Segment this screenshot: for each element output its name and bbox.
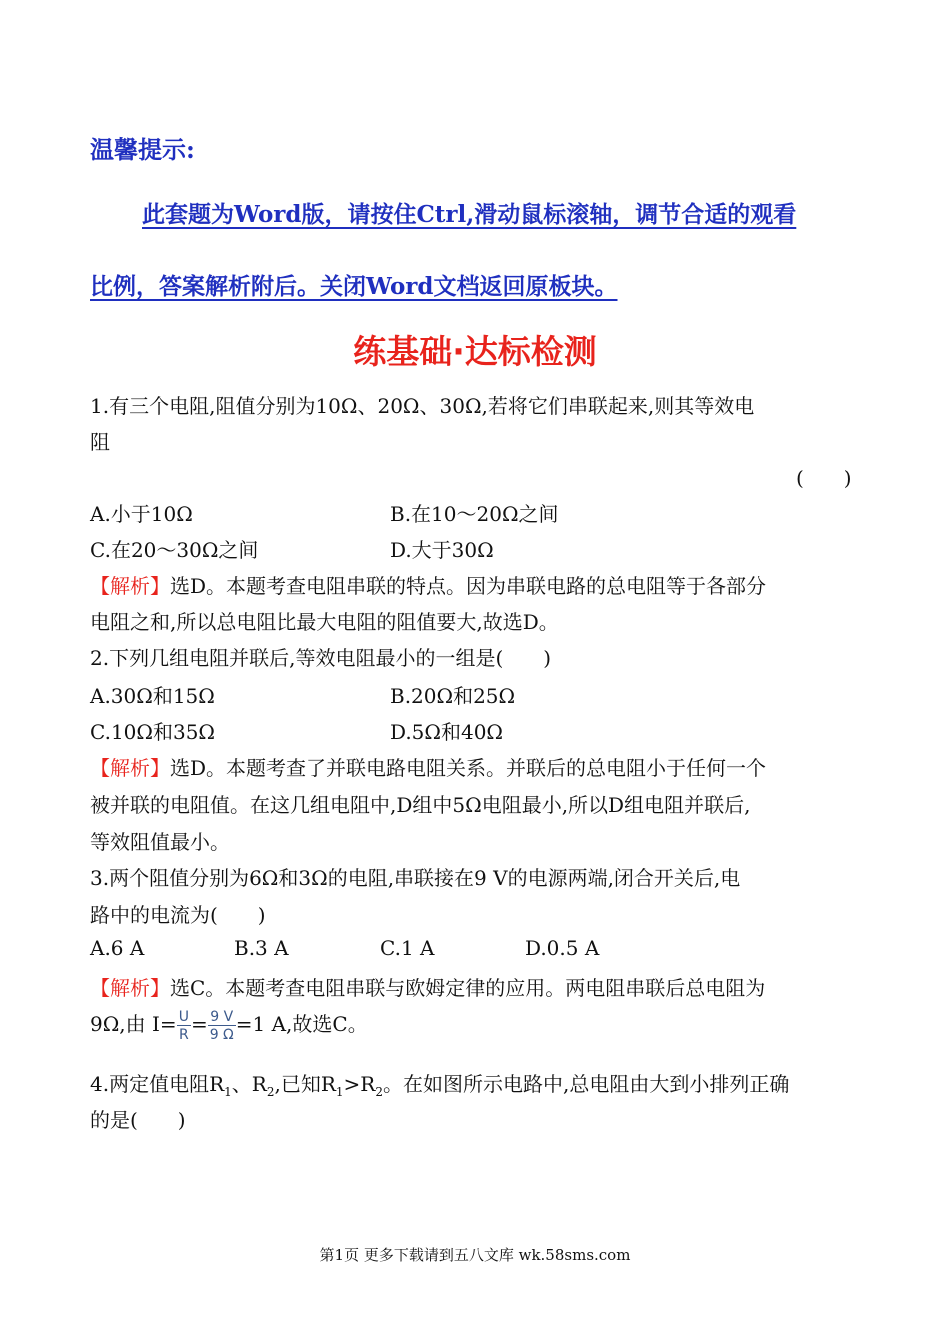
q2-option-b: B.20Ω和25Ω	[390, 684, 516, 708]
q3-fraction-9v: 9 V	[208, 1010, 236, 1026]
q4-stem-b: 、R	[231, 1072, 267, 1096]
q3-option-b: B.3 A	[234, 936, 289, 960]
q2-option-c: C.10Ω和35Ω	[90, 720, 216, 744]
q1-explanation-tag: 【解析】	[90, 574, 170, 598]
q4-stem-line2: 的是( )	[90, 1108, 186, 1132]
q4-stem-c: ,已知R	[274, 1072, 336, 1096]
q3-explanation-line2	[90, 1008, 368, 1042]
tip-line-2: 比例，答案解析附后。关闭Word文档返回原板块。	[90, 273, 618, 300]
q3-option-c: C.1 A	[380, 936, 435, 960]
q1-explanation-line1	[90, 570, 766, 599]
q1-explanation-text1: 选D。本题考查电阻串联的特点。因为串联电路的总电阻等于各部分	[170, 574, 767, 598]
q2-explanation-text1: 选D。本题考查了并联电路电阻关系。并联后的总电阻小于任何一个	[170, 756, 767, 780]
q3-explanation-text1: 选C。本题考查电阻串联与欧姆定律的应用。两电阻串联后总电阻为	[170, 976, 766, 1000]
q3-fraction-9ohm: 9 Ω	[209, 1026, 234, 1043]
q4-sub-1: 1	[224, 1085, 232, 1099]
q1-option-b: B.在10～20Ω之间	[390, 502, 559, 526]
q1-option-d: D.大于30Ω	[390, 538, 494, 562]
q3-stem-line1: 3.两个阻值分别为6Ω和3Ω的电阻,串联接在9 V的电源两端,闭合开关后,电	[90, 866, 741, 890]
q1-stem-line1: 1.有三个电阻,阻值分别为10Ω、20Ω、30Ω,若将它们串联起来,则其等效电	[90, 394, 755, 418]
q3-explanation-line1	[90, 972, 765, 1001]
q3-stem-line2: 路中的电流为( )	[90, 903, 266, 927]
q2-option-d: D.5Ω和40Ω	[390, 720, 504, 744]
q2-explanation-tag: 【解析】	[90, 756, 170, 780]
section-title: 练基础·达标检测	[353, 332, 597, 371]
q4-stem-e: 。在如图所示电路中,总电阻由大到小排列正确	[383, 1072, 790, 1096]
q1-explanation-line2: 电阻之和,所以总电阻比最大电阻的阻值要大,故选D。	[90, 610, 559, 634]
q3-option-d: D.0.5 A	[525, 936, 600, 960]
q2-option-a: A.30Ω和15Ω	[90, 684, 215, 708]
q4-sub-4: 2	[375, 1085, 384, 1099]
q3-equals: =	[190, 1012, 208, 1036]
q4-sub-3: 1	[335, 1085, 344, 1099]
q1-option-c: C.在20～30Ω之间	[90, 538, 259, 562]
q3-fraction-u-over-r	[177, 1010, 191, 1042]
q3-fraction-9v-over-9ohm	[208, 1010, 236, 1042]
q3-explanation-tag: 【解析】	[90, 976, 170, 1000]
page-footer: 第1页 更多下载请到五八文库 wk.58sms.com	[319, 1246, 631, 1264]
q3-explanation-post: =1 A,故选C。	[235, 1012, 368, 1036]
q3-fraction-r: R	[178, 1026, 189, 1043]
q1-answer-paren: ( )	[796, 466, 852, 490]
q2-stem: 2.下列几组电阻并联后,等效电阻最小的一组是( )	[90, 646, 552, 670]
q2-explanation-line2: 被并联的电阻值。在这几组电阻中,D组中5Ω电阻最小,所以D组电阻并联后,	[90, 793, 751, 817]
q4-sub-2: 2	[266, 1085, 275, 1099]
q4-stem-a: 4.两定值电阻R	[90, 1072, 225, 1096]
tip-line-1: 此套题为Word版，请按住Ctrl,滑动鼠标滚轴，调节合适的观看	[142, 201, 797, 228]
q4-stem-line1	[90, 1068, 789, 1099]
q1-option-a: A.小于10Ω	[90, 502, 193, 526]
q2-explanation-line1	[90, 752, 766, 781]
tip-title: 温馨提示:	[90, 135, 195, 164]
q3-option-a: A.6 A	[90, 936, 145, 960]
q2-explanation-line3: 等效阻值最小。	[90, 830, 230, 854]
q1-stem-line2: 阻	[90, 430, 110, 454]
q4-stem-d: >R	[343, 1072, 376, 1096]
q3-explanation-pre: 9Ω,由 I=	[90, 1012, 177, 1036]
q3-fraction-u: U	[178, 1008, 189, 1025]
